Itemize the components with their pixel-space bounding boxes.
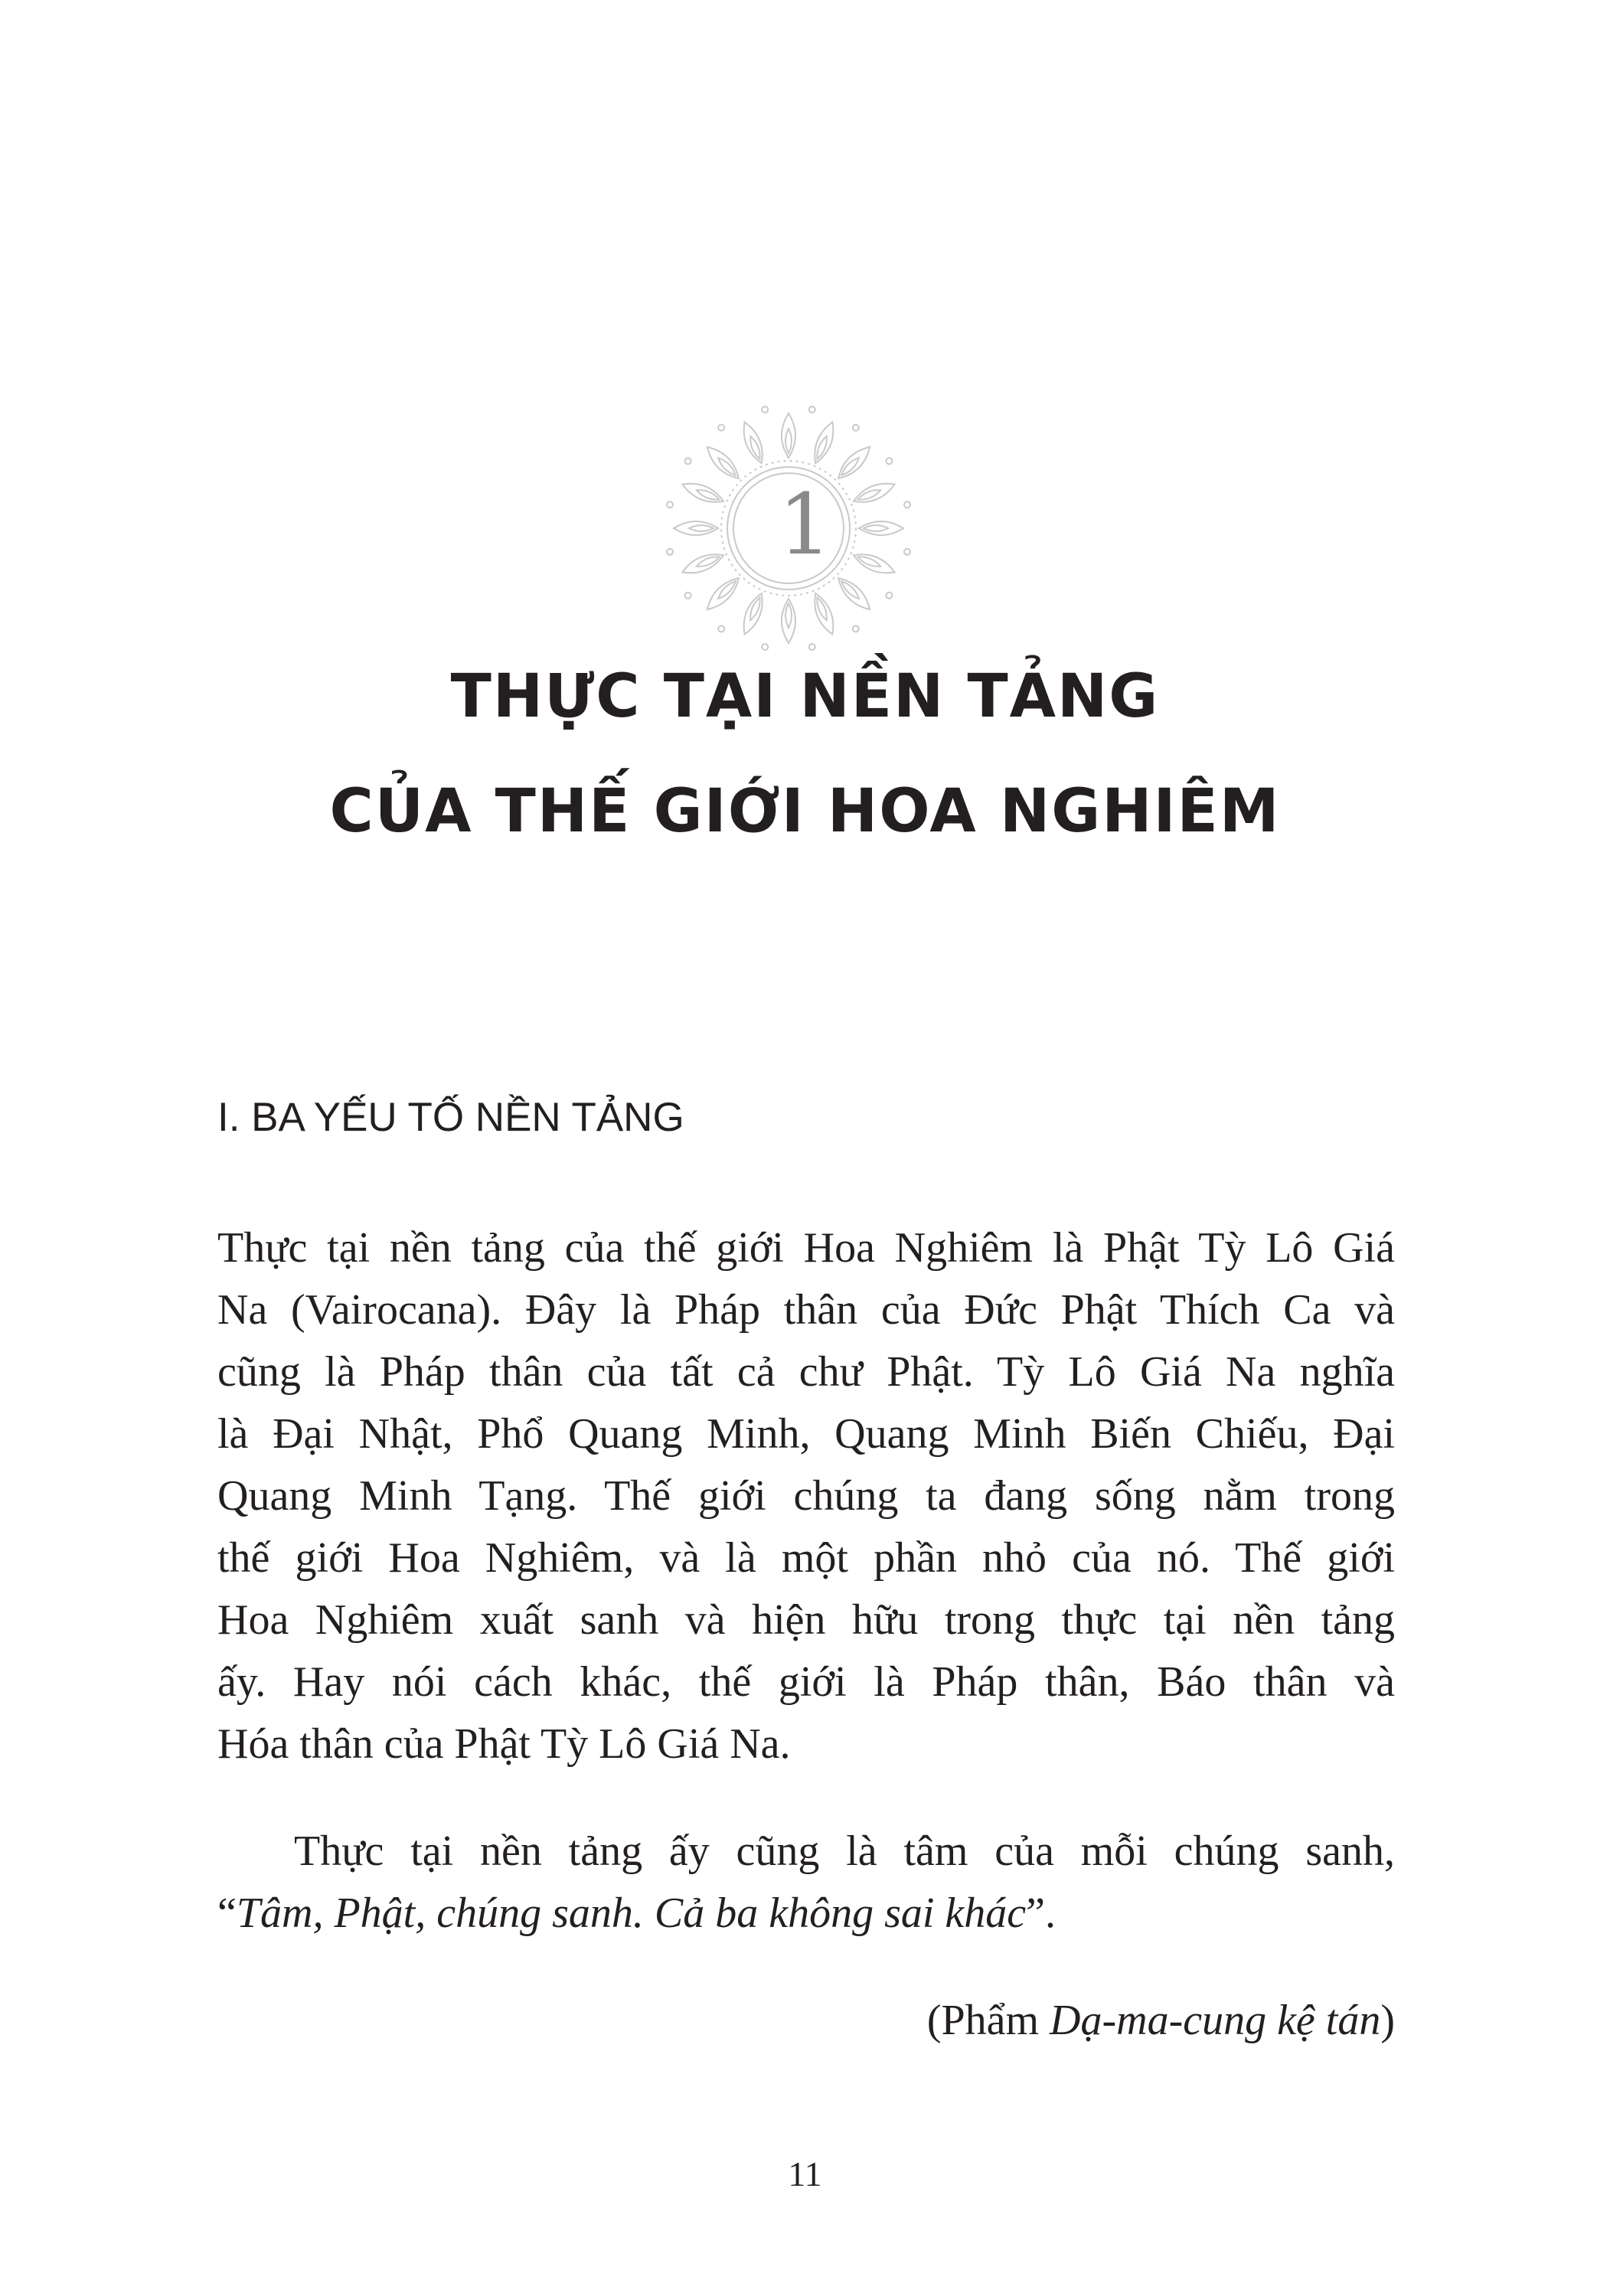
paragraph-1-line-3: cũng là Pháp thân của tất cả chư Phật. Tỳ Lô Giá Na nghĩa [217,1348,1395,1396]
mandala-dot [853,425,859,431]
mandala-inner-petal [841,581,859,599]
mandala-petal [707,578,739,609]
citation-close: ) [1380,1997,1395,2044]
paragraph-1-line-6: thế giới Hoa Nghiêm, và là một phần nhỏ của nó. Thế giới [217,1534,1395,1582]
mandala-petal [838,578,870,609]
paragraph-1-line-5: Quang Minh Tạng. Thế giới chúng ta đang sống nằm trong [217,1472,1395,1520]
mandala-petal [782,413,795,458]
paragraph-1-line-1: Thực tại nền tảng của thế giới Hoa Nghiêm là Phật Tỳ Lô Giá [217,1224,1395,1272]
paragraph-1-line-7: Hoa Nghiêm xuất sanh và hiện hữu trong thực tại nền tảng [217,1596,1395,1644]
mandala-dot [685,593,691,599]
mandala-petal [782,599,795,643]
chapter-number: 1 [778,475,832,573]
paragraph-1-line-4: là Đại Nhật, Phổ Quang Minh, Quang Minh Biến Chiếu, Đại [217,1410,1395,1458]
mandala-dot [718,425,724,431]
paragraph-2-line-1: Thực tại nền tảng ấy cũng là tâm của mỗi chúng sanh, [294,1827,1395,1875]
mandala-dot [718,625,724,632]
mandala-dot [886,458,892,464]
quote-open-mark: “ [217,1889,237,1937]
mandala-dot [853,625,859,632]
quote-text: Tâm, Phật, chúng sanh. Cả ba không sai khác [236,1889,1027,1937]
paragraph-1-line-2: Na (Vairocana). Đây là Pháp thân của Đức Phật Thích Ca và [217,1286,1395,1334]
mandala-inner-petal [718,581,736,599]
mandala-dot [762,644,768,650]
citation-open: (Phẩm [926,1997,1050,2044]
chapter-title-line-1: THỰC TẠI NỀN TẢNG [450,662,1160,731]
page-number: 11 [788,2154,822,2193]
paragraph-1-line-9: Hóa thân của Phật Tỳ Lô Giá Na. [217,1720,791,1768]
paragraph-2-line-2 [217,1886,1395,1940]
paragraph-1-line-8: ấy. Hay nói cách khác, thế giới là Pháp thân, Báo thân và [217,1658,1395,1706]
mandala-dot [886,593,892,599]
mandala-dot [809,644,815,650]
quote-close-mark: ”. [1026,1889,1056,1937]
mandala-inner-petal [785,429,792,453]
mandala-inner-petal [785,603,792,628]
chapter-title-line-2: CỦA THẾ GIỚI HOA NGHIÊM [329,777,1281,846]
mandala-dot [809,407,815,413]
section-heading: I. BA YẾU TỐ NỀN TẢNG [217,1095,684,1140]
mandala-dot [762,407,768,413]
mandala-dot [685,458,691,464]
citation [927,1994,1395,2047]
citation-title: Dạ-ma-cung kệ tán [1050,1997,1381,2044]
